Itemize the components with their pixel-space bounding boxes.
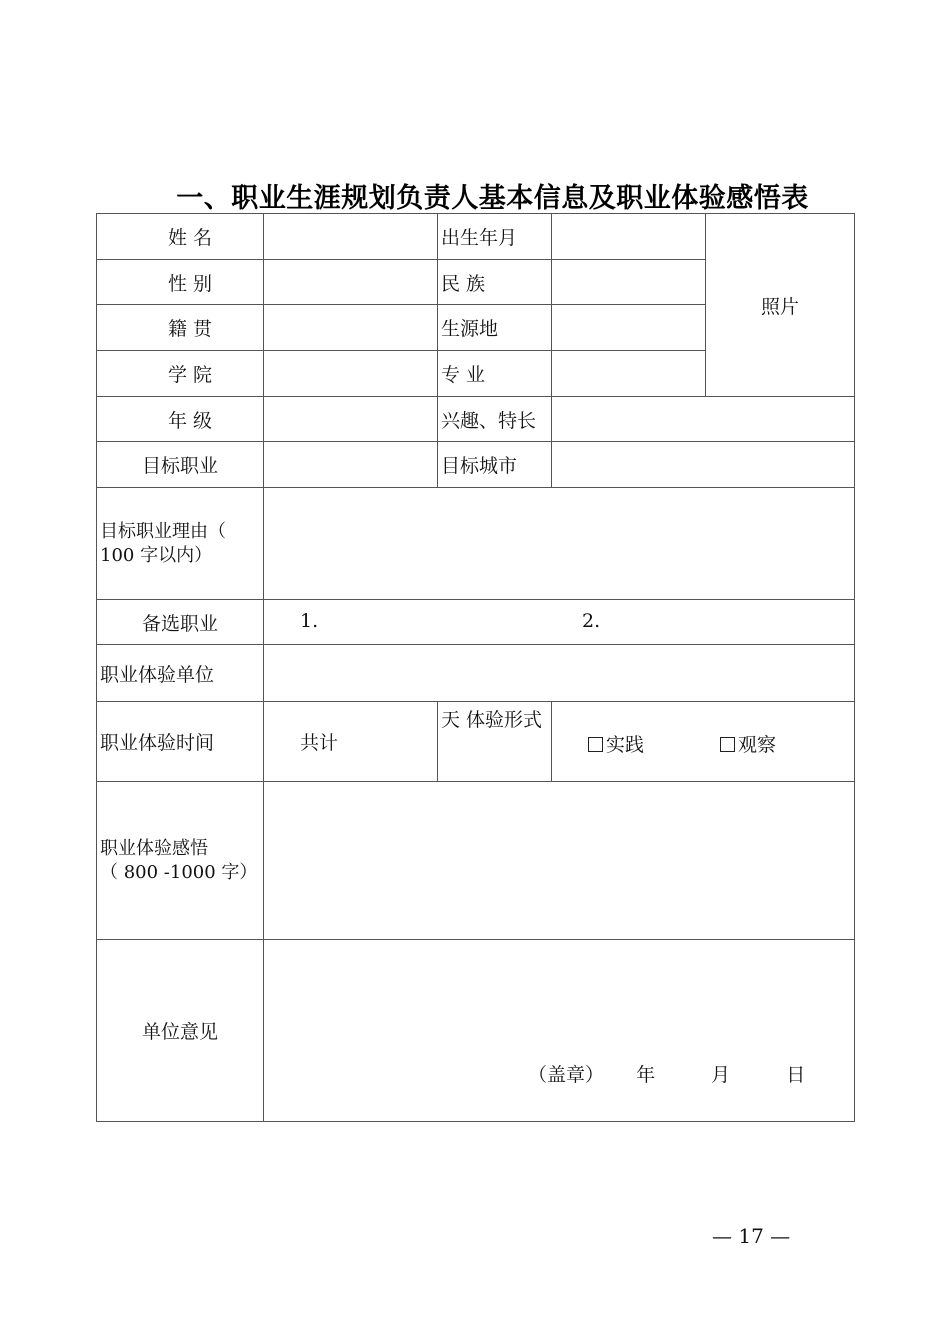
exp-time-field[interactable] <box>264 702 438 782</box>
name-label: 姓 名 <box>97 214 264 260</box>
gender-field[interactable] <box>264 260 438 305</box>
major-field[interactable] <box>552 351 706 397</box>
native-place-label: 籍 贯 <box>97 305 264 351</box>
observe-checkbox[interactable] <box>720 737 735 752</box>
interests-field[interactable] <box>552 397 855 442</box>
alt-job-field[interactable] <box>264 600 855 645</box>
photo-label: 照片 <box>760 295 799 318</box>
target-job-field[interactable] <box>264 442 438 488</box>
observe-option[interactable] <box>720 730 776 757</box>
practice-checkbox[interactable] <box>588 737 603 752</box>
student-origin-label: 生源地 <box>438 305 552 351</box>
observe-label: 观察 <box>738 733 777 756</box>
exp-form-options <box>552 702 855 782</box>
native-place-field[interactable] <box>264 305 438 351</box>
target-job-label: 目标职业 <box>97 442 264 488</box>
seal-date-line <box>528 1060 805 1087</box>
days-form-label: 天 体验形式 <box>438 702 552 782</box>
birth-label: 出生年月 <box>438 214 552 260</box>
grade-field[interactable] <box>264 397 438 442</box>
opinion-label: 单位意见 <box>97 940 264 1122</box>
name-field[interactable] <box>264 214 438 260</box>
exp-unit-field[interactable] <box>264 645 855 702</box>
major-label: 专 业 <box>438 351 552 397</box>
reason-label <box>97 488 264 600</box>
practice-label: 实践 <box>606 733 645 756</box>
insight-field[interactable] <box>264 782 855 940</box>
opinion-field[interactable] <box>264 940 855 1122</box>
alt-job-2: 2. <box>582 610 601 632</box>
exp-unit-label: 职业体验单位 <box>97 645 264 702</box>
reason-label-line2: 100 字以内） <box>100 544 213 566</box>
student-origin-field[interactable] <box>552 305 706 351</box>
reason-field[interactable] <box>264 488 855 600</box>
ethnicity-field[interactable] <box>552 260 706 305</box>
college-label: 学 院 <box>97 351 264 397</box>
insight-label-line1: 职业体验感悟 <box>100 837 208 859</box>
grade-label: 年 级 <box>97 397 264 442</box>
gender-label: 性 别 <box>97 260 264 305</box>
interests-label: 兴趣、特长 <box>438 397 552 442</box>
exp-time-label: 职业体验时间 <box>97 702 264 782</box>
day-label: 日 <box>786 1064 806 1086</box>
year-label: 年 <box>636 1064 656 1086</box>
seal-label: （盖章） <box>528 1064 605 1086</box>
photo-box[interactable] <box>706 214 855 397</box>
insight-label-line2: （ 800 -1000 字） <box>100 861 258 883</box>
reason-label-line1: 目标职业理由（ <box>100 520 226 542</box>
target-city-label: 目标城市 <box>438 442 552 488</box>
total-label: 共计 <box>300 732 339 754</box>
practice-option[interactable] <box>588 730 644 757</box>
birth-field[interactable] <box>552 214 706 260</box>
alt-job-label: 备选职业 <box>97 600 264 645</box>
insight-label <box>97 782 264 940</box>
page-number: — 17 — <box>712 1224 791 1248</box>
target-city-field[interactable] <box>552 442 855 488</box>
page-title: 一、职业生涯规划负责人基本信息及职业体验感悟表 <box>176 183 809 214</box>
college-field[interactable] <box>264 351 438 397</box>
alt-job-1: 1. <box>300 610 319 632</box>
ethnicity-label: 民 族 <box>438 260 552 305</box>
info-form-table <box>96 213 855 1122</box>
month-label: 月 <box>711 1064 731 1086</box>
